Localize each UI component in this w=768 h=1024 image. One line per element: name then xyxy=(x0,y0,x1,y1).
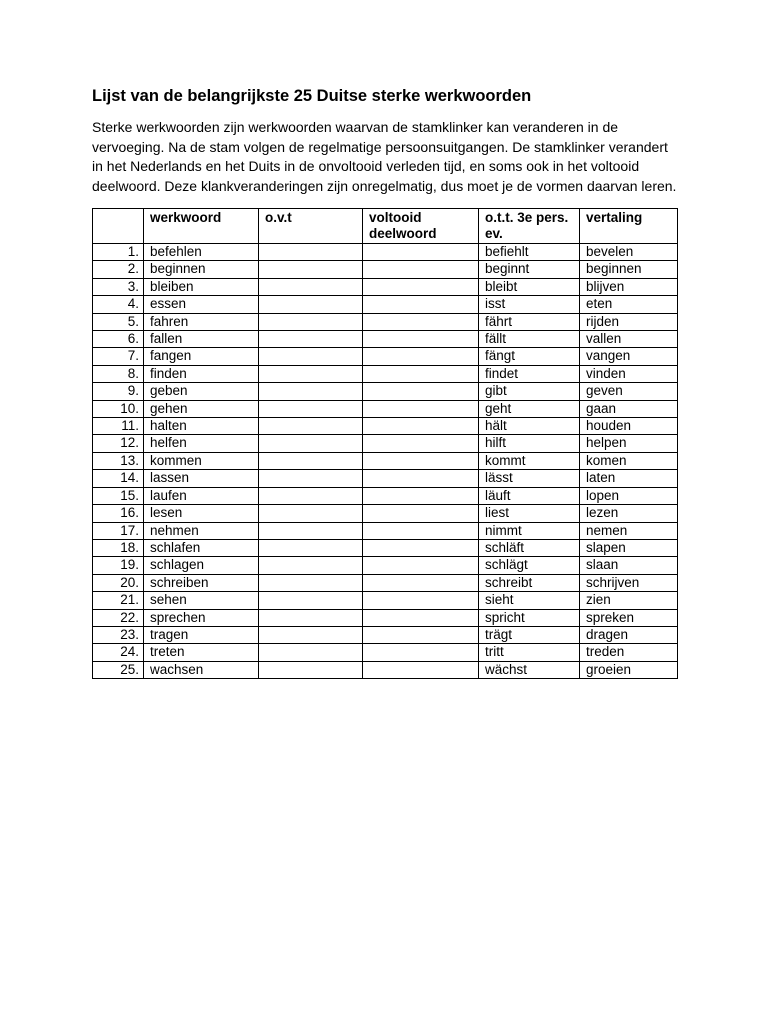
cell-voltooid-deelwoord xyxy=(363,557,479,574)
cell-voltooid-deelwoord xyxy=(363,278,479,295)
cell-ott: tritt xyxy=(479,644,580,661)
cell-vertaling: gaan xyxy=(580,400,678,417)
cell-ovt xyxy=(259,452,363,469)
cell-ott: spricht xyxy=(479,609,580,626)
table-row xyxy=(93,313,678,330)
document-title: Lijst van de belangrijkste 25 Duitse sterke werkwoorden xyxy=(92,87,532,105)
cell-vertaling: zien xyxy=(580,592,678,609)
header-vertaling: vertaling xyxy=(580,209,678,244)
cell-voltooid-deelwoord xyxy=(363,435,479,452)
cell-vertaling: spreken xyxy=(580,609,678,626)
cell-ott: findet xyxy=(479,365,580,382)
cell-ovt xyxy=(259,418,363,435)
cell-ovt xyxy=(259,331,363,348)
cell-voltooid-deelwoord xyxy=(363,574,479,591)
cell-ovt xyxy=(259,626,363,643)
table-row xyxy=(93,435,678,452)
cell-werkwoord: wachsen xyxy=(144,661,259,678)
cell-ott: sieht xyxy=(479,592,580,609)
cell-werkwoord: sprechen xyxy=(144,609,259,626)
row-number: 14. xyxy=(93,470,144,487)
cell-ott: läuft xyxy=(479,487,580,504)
row-number: 16. xyxy=(93,505,144,522)
row-number: 13. xyxy=(93,452,144,469)
header-number xyxy=(93,209,144,244)
document-page xyxy=(92,86,682,679)
cell-ott: bleibt xyxy=(479,278,580,295)
cell-ovt xyxy=(259,400,363,417)
cell-ovt xyxy=(259,505,363,522)
row-number: 5. xyxy=(93,313,144,330)
cell-voltooid-deelwoord xyxy=(363,609,479,626)
table-row xyxy=(93,418,678,435)
cell-vertaling: houden xyxy=(580,418,678,435)
cell-vertaling: eten xyxy=(580,296,678,313)
table-row xyxy=(93,487,678,504)
cell-werkwoord: schreiben xyxy=(144,574,259,591)
cell-ovt xyxy=(259,296,363,313)
row-number: 22. xyxy=(93,609,144,626)
cell-ott: liest xyxy=(479,505,580,522)
cell-werkwoord: tragen xyxy=(144,626,259,643)
cell-ott: fällt xyxy=(479,331,580,348)
cell-werkwoord: halten xyxy=(144,418,259,435)
row-number: 8. xyxy=(93,365,144,382)
cell-voltooid-deelwoord xyxy=(363,452,479,469)
row-number: 10. xyxy=(93,400,144,417)
table-row xyxy=(93,592,678,609)
cell-voltooid-deelwoord xyxy=(363,365,479,382)
cell-werkwoord: fallen xyxy=(144,331,259,348)
cell-vertaling: helpen xyxy=(580,435,678,452)
table-row xyxy=(93,470,678,487)
cell-werkwoord: fahren xyxy=(144,313,259,330)
cell-werkwoord: lesen xyxy=(144,505,259,522)
row-number: 9. xyxy=(93,383,144,400)
verbs-table xyxy=(92,208,678,679)
header-voltooid-deelwoord: voltooid deelwoord xyxy=(363,209,479,244)
cell-voltooid-deelwoord xyxy=(363,539,479,556)
cell-ott: fängt xyxy=(479,348,580,365)
cell-vertaling: vangen xyxy=(580,348,678,365)
cell-voltooid-deelwoord xyxy=(363,470,479,487)
cell-voltooid-deelwoord xyxy=(363,418,479,435)
cell-werkwoord: sehen xyxy=(144,592,259,609)
cell-voltooid-deelwoord xyxy=(363,400,479,417)
cell-vertaling: nemen xyxy=(580,522,678,539)
table-row xyxy=(93,609,678,626)
cell-ovt xyxy=(259,609,363,626)
table-row xyxy=(93,296,678,313)
row-number: 18. xyxy=(93,539,144,556)
cell-vertaling: rijden xyxy=(580,313,678,330)
table-row xyxy=(93,365,678,382)
table-body xyxy=(93,244,678,679)
cell-voltooid-deelwoord xyxy=(363,487,479,504)
row-number: 11. xyxy=(93,418,144,435)
cell-werkwoord: schlagen xyxy=(144,557,259,574)
header-ovt: o.v.t xyxy=(259,209,363,244)
cell-vertaling: treden xyxy=(580,644,678,661)
cell-voltooid-deelwoord xyxy=(363,626,479,643)
cell-ott: schläft xyxy=(479,539,580,556)
cell-vertaling: lopen xyxy=(580,487,678,504)
row-number: 7. xyxy=(93,348,144,365)
cell-ovt xyxy=(259,244,363,261)
cell-vertaling: blijven xyxy=(580,278,678,295)
row-number: 25. xyxy=(93,661,144,678)
cell-ott: beginnt xyxy=(479,261,580,278)
cell-ovt xyxy=(259,539,363,556)
cell-werkwoord: befehlen xyxy=(144,244,259,261)
table-row xyxy=(93,261,678,278)
row-number: 19. xyxy=(93,557,144,574)
cell-voltooid-deelwoord xyxy=(363,261,479,278)
cell-vertaling: schrijven xyxy=(580,574,678,591)
cell-voltooid-deelwoord xyxy=(363,383,479,400)
table-row xyxy=(93,348,678,365)
cell-ovt xyxy=(259,261,363,278)
table-row xyxy=(93,331,678,348)
cell-voltooid-deelwoord xyxy=(363,522,479,539)
row-number: 20. xyxy=(93,574,144,591)
cell-ovt xyxy=(259,435,363,452)
cell-ovt xyxy=(259,278,363,295)
cell-werkwoord: beginnen xyxy=(144,261,259,278)
cell-ott: wächst xyxy=(479,661,580,678)
table-row xyxy=(93,452,678,469)
cell-werkwoord: nehmen xyxy=(144,522,259,539)
table-row xyxy=(93,644,678,661)
table-row xyxy=(93,661,678,678)
cell-ott: trägt xyxy=(479,626,580,643)
cell-werkwoord: schlafen xyxy=(144,539,259,556)
cell-werkwoord: bleiben xyxy=(144,278,259,295)
cell-werkwoord: finden xyxy=(144,365,259,382)
cell-ovt xyxy=(259,644,363,661)
row-number: 24. xyxy=(93,644,144,661)
cell-vertaling: slaan xyxy=(580,557,678,574)
cell-werkwoord: fangen xyxy=(144,348,259,365)
cell-werkwoord: kommen xyxy=(144,452,259,469)
cell-ovt xyxy=(259,348,363,365)
cell-ovt xyxy=(259,522,363,539)
cell-voltooid-deelwoord xyxy=(363,505,479,522)
table-row xyxy=(93,557,678,574)
cell-werkwoord: essen xyxy=(144,296,259,313)
row-number: 23. xyxy=(93,626,144,643)
cell-ott: isst xyxy=(479,296,580,313)
cell-ovt xyxy=(259,574,363,591)
row-number: 6. xyxy=(93,331,144,348)
row-number: 17. xyxy=(93,522,144,539)
cell-ott: gibt xyxy=(479,383,580,400)
header-werkwoord: werkwoord xyxy=(144,209,259,244)
table-row xyxy=(93,400,678,417)
table-row xyxy=(93,278,678,295)
cell-vertaling: bevelen xyxy=(580,244,678,261)
cell-vertaling: vallen xyxy=(580,331,678,348)
cell-ott: hält xyxy=(479,418,580,435)
cell-ott: geht xyxy=(479,400,580,417)
cell-voltooid-deelwoord xyxy=(363,348,479,365)
cell-ovt xyxy=(259,592,363,609)
cell-ovt xyxy=(259,383,363,400)
cell-ovt xyxy=(259,365,363,382)
cell-voltooid-deelwoord xyxy=(363,296,479,313)
cell-voltooid-deelwoord xyxy=(363,644,479,661)
cell-vertaling: komen xyxy=(580,452,678,469)
cell-voltooid-deelwoord xyxy=(363,661,479,678)
row-number: 3. xyxy=(93,278,144,295)
row-number: 4. xyxy=(93,296,144,313)
header-ott: o.t.t. 3e pers. ev. xyxy=(479,209,580,244)
cell-vertaling: vinden xyxy=(580,365,678,382)
cell-ovt xyxy=(259,313,363,330)
table-row xyxy=(93,574,678,591)
intro-paragraph: Sterke werkwoorden zijn werkwoorden waarvan de stamklinker kan veranderen in de vervoeging. Na de stam volgen de regelmatige persoonsuitgangen. De stamklinker verandert in het Nederlands en het Duits in de onvoltooid verleden tijd, en soms ook in het voltooid deelwoord. Deze klankveranderingen zijn onregelmatig, dus moet je de vormen daarvan leren. xyxy=(92,119,677,194)
table-row xyxy=(93,383,678,400)
cell-voltooid-deelwoord xyxy=(363,331,479,348)
cell-ott: lässt xyxy=(479,470,580,487)
cell-werkwoord: helfen xyxy=(144,435,259,452)
cell-ott: befiehlt xyxy=(479,244,580,261)
cell-vertaling: geven xyxy=(580,383,678,400)
table-row xyxy=(93,244,678,261)
cell-ott: kommt xyxy=(479,452,580,469)
table-header-row xyxy=(93,209,678,244)
cell-werkwoord: treten xyxy=(144,644,259,661)
cell-ovt xyxy=(259,557,363,574)
cell-ovt xyxy=(259,661,363,678)
cell-werkwoord: geben xyxy=(144,383,259,400)
cell-ott: fährt xyxy=(479,313,580,330)
cell-ott: hilft xyxy=(479,435,580,452)
cell-vertaling: dragen xyxy=(580,626,678,643)
cell-vertaling: lezen xyxy=(580,505,678,522)
table-row xyxy=(93,626,678,643)
cell-werkwoord: gehen xyxy=(144,400,259,417)
cell-vertaling: groeien xyxy=(580,661,678,678)
cell-werkwoord: laufen xyxy=(144,487,259,504)
cell-ovt xyxy=(259,470,363,487)
cell-voltooid-deelwoord xyxy=(363,244,479,261)
row-number: 1. xyxy=(93,244,144,261)
table-row xyxy=(93,539,678,556)
cell-ott: nimmt xyxy=(479,522,580,539)
cell-ovt xyxy=(259,487,363,504)
row-number: 21. xyxy=(93,592,144,609)
table-row xyxy=(93,522,678,539)
row-number: 15. xyxy=(93,487,144,504)
table-row xyxy=(93,505,678,522)
row-number: 12. xyxy=(93,435,144,452)
cell-vertaling: slapen xyxy=(580,539,678,556)
row-number: 2. xyxy=(93,261,144,278)
cell-voltooid-deelwoord xyxy=(363,592,479,609)
cell-vertaling: beginnen xyxy=(580,261,678,278)
cell-vertaling: laten xyxy=(580,470,678,487)
cell-ott: schreibt xyxy=(479,574,580,591)
cell-werkwoord: lassen xyxy=(144,470,259,487)
cell-ott: schlägt xyxy=(479,557,580,574)
cell-voltooid-deelwoord xyxy=(363,313,479,330)
